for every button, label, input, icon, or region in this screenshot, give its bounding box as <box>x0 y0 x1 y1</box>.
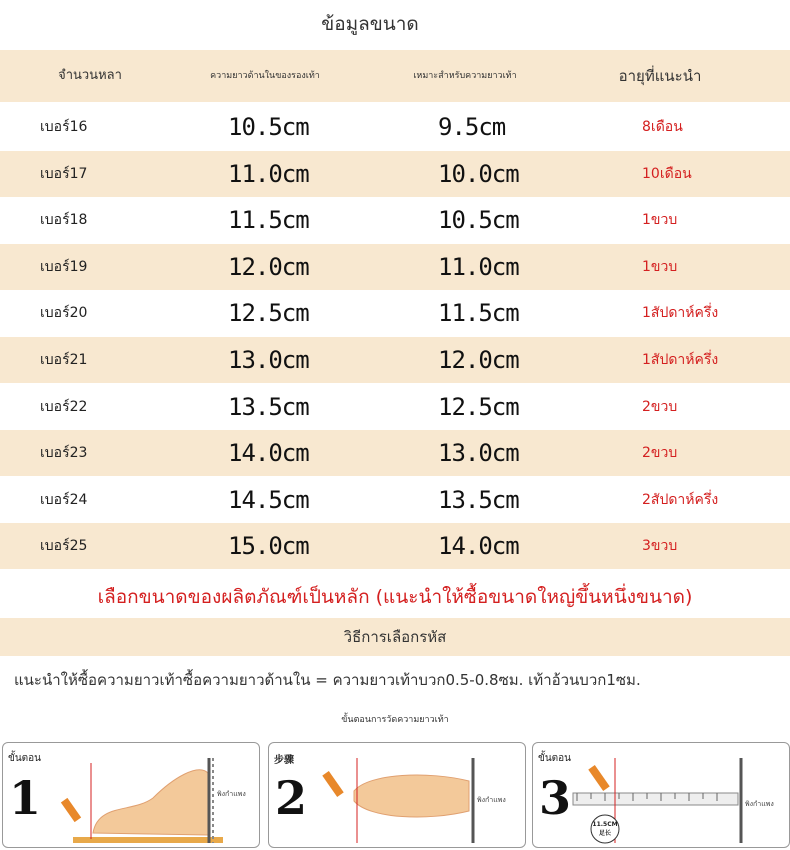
header-insole-length: ความยาวด้านในของรองเท้า <box>210 71 320 81</box>
foot-length-cell: 12.5cm <box>438 392 519 421</box>
table-row <box>0 523 790 569</box>
step-number: 3 <box>539 771 572 825</box>
wall-label: พิงกำแพง <box>477 796 506 804</box>
foot-length-cell: 14.0cm <box>438 532 519 561</box>
steps-title: ขั้นตอนการวัดความยาวเท้า <box>341 715 449 725</box>
foot-length-cell: 11.5cm <box>438 299 519 328</box>
age-cell: 1สัปดาห์ครึ่ง <box>642 305 719 322</box>
measure-value: 11.5CM <box>592 821 618 828</box>
size-cell: เบอร์25 <box>40 538 88 555</box>
age-cell: 2ขวบ <box>642 445 678 462</box>
age-cell: 8เดือน <box>642 119 683 135</box>
advice-text: แนะนำให้ซื้อความยาวเท้าซื้อความยาวด้านใน = ความยาวเท้าบวก0.5-0.8ซม. เท้าอ้วนบวก1ซม. <box>14 671 641 689</box>
step-panel-3 <box>532 742 790 848</box>
table-row <box>0 384 790 430</box>
measure-sub: 足长 <box>598 830 611 837</box>
header-age: อายุที่แนะนำ <box>618 67 702 85</box>
ruler-illustration <box>533 743 790 848</box>
step-label: ขั้นตอน <box>538 753 572 764</box>
age-cell: 10เดือน <box>642 165 692 182</box>
insole-length-cell: 12.0cm <box>228 252 309 281</box>
age-cell: 1สัปดาห์ครึ่ง <box>642 352 719 368</box>
table-row <box>0 290 790 336</box>
step-panel-1 <box>2 742 260 848</box>
insole-length-cell: 10.5cm <box>228 113 309 141</box>
page-title: ข้อมูลขนาด <box>321 13 419 35</box>
step-number: 1 <box>9 771 42 825</box>
size-cell: เบอร์23 <box>40 445 88 462</box>
foot-length-cell: 12.0cm <box>438 346 519 374</box>
foot-length-cell: 11.0cm <box>438 252 519 281</box>
insole-length-cell: 11.5cm <box>228 206 309 235</box>
foot-length-cell: 9.5cm <box>438 113 506 141</box>
insole-length-cell: 13.0cm <box>228 346 309 374</box>
table-header <box>0 50 790 102</box>
foot-length-cell: 10.5cm <box>438 206 519 235</box>
size-cell: เบอร์16 <box>40 119 88 135</box>
insole-length-cell: 11.0cm <box>228 159 309 188</box>
method-title: วิธีการเลือกรหัส <box>0 618 790 656</box>
insole-length-cell: 14.5cm <box>228 485 309 514</box>
insole-length-cell: 14.0cm <box>228 439 309 468</box>
step-number: 2 <box>275 771 308 825</box>
step-label: 步骤 <box>274 755 294 766</box>
insole-length-cell: 15.0cm <box>228 532 309 561</box>
measure-badge <box>591 821 619 837</box>
size-note: เลือกขนาดของผลิตภัณฑ์เป็นหลัก (แนะนำให้ซื้อขนาดใหญ่ขึ้นหนึ่งขนาด) <box>97 586 693 608</box>
step-panel-2 <box>268 742 526 848</box>
size-cell: เบอร์19 <box>40 258 88 275</box>
insole-length-cell: 13.5cm <box>228 392 309 421</box>
age-cell: 1ขวบ <box>642 212 678 229</box>
table-row <box>0 477 790 523</box>
table-row <box>0 244 790 290</box>
table-row <box>0 151 790 197</box>
insole-length-cell: 12.5cm <box>228 299 309 328</box>
wall-label: พิงกำแพง <box>745 800 774 808</box>
size-cell: เบอร์17 <box>40 165 88 182</box>
wall-label: พิงกำแพง <box>217 790 246 798</box>
foot-length-cell: 13.5cm <box>438 485 519 514</box>
size-cell: เบอร์21 <box>40 352 88 368</box>
size-cell: เบอร์18 <box>40 212 88 229</box>
age-cell: 2ขวบ <box>642 398 678 415</box>
size-cell: เบอร์20 <box>40 305 88 322</box>
table-row <box>0 430 790 476</box>
step-label: ขั้นตอน <box>8 753 42 764</box>
table-row <box>0 104 790 150</box>
table-row <box>0 197 790 243</box>
header-shoe-size: จำนวนหลา <box>58 68 122 83</box>
header-foot-length: เหมาะสำหรับความยาวเท้า <box>413 71 517 81</box>
size-cell: เบอร์24 <box>40 491 88 508</box>
age-cell: 1ขวบ <box>642 258 678 275</box>
age-cell: 2สัปดาห์ครึ่ง <box>642 491 719 508</box>
foot-length-cell: 13.0cm <box>438 439 519 468</box>
table-row <box>0 337 790 383</box>
age-cell: 3ขวบ <box>642 538 678 555</box>
size-cell: เบอร์22 <box>40 398 88 415</box>
foot-length-cell: 10.0cm <box>438 159 519 188</box>
